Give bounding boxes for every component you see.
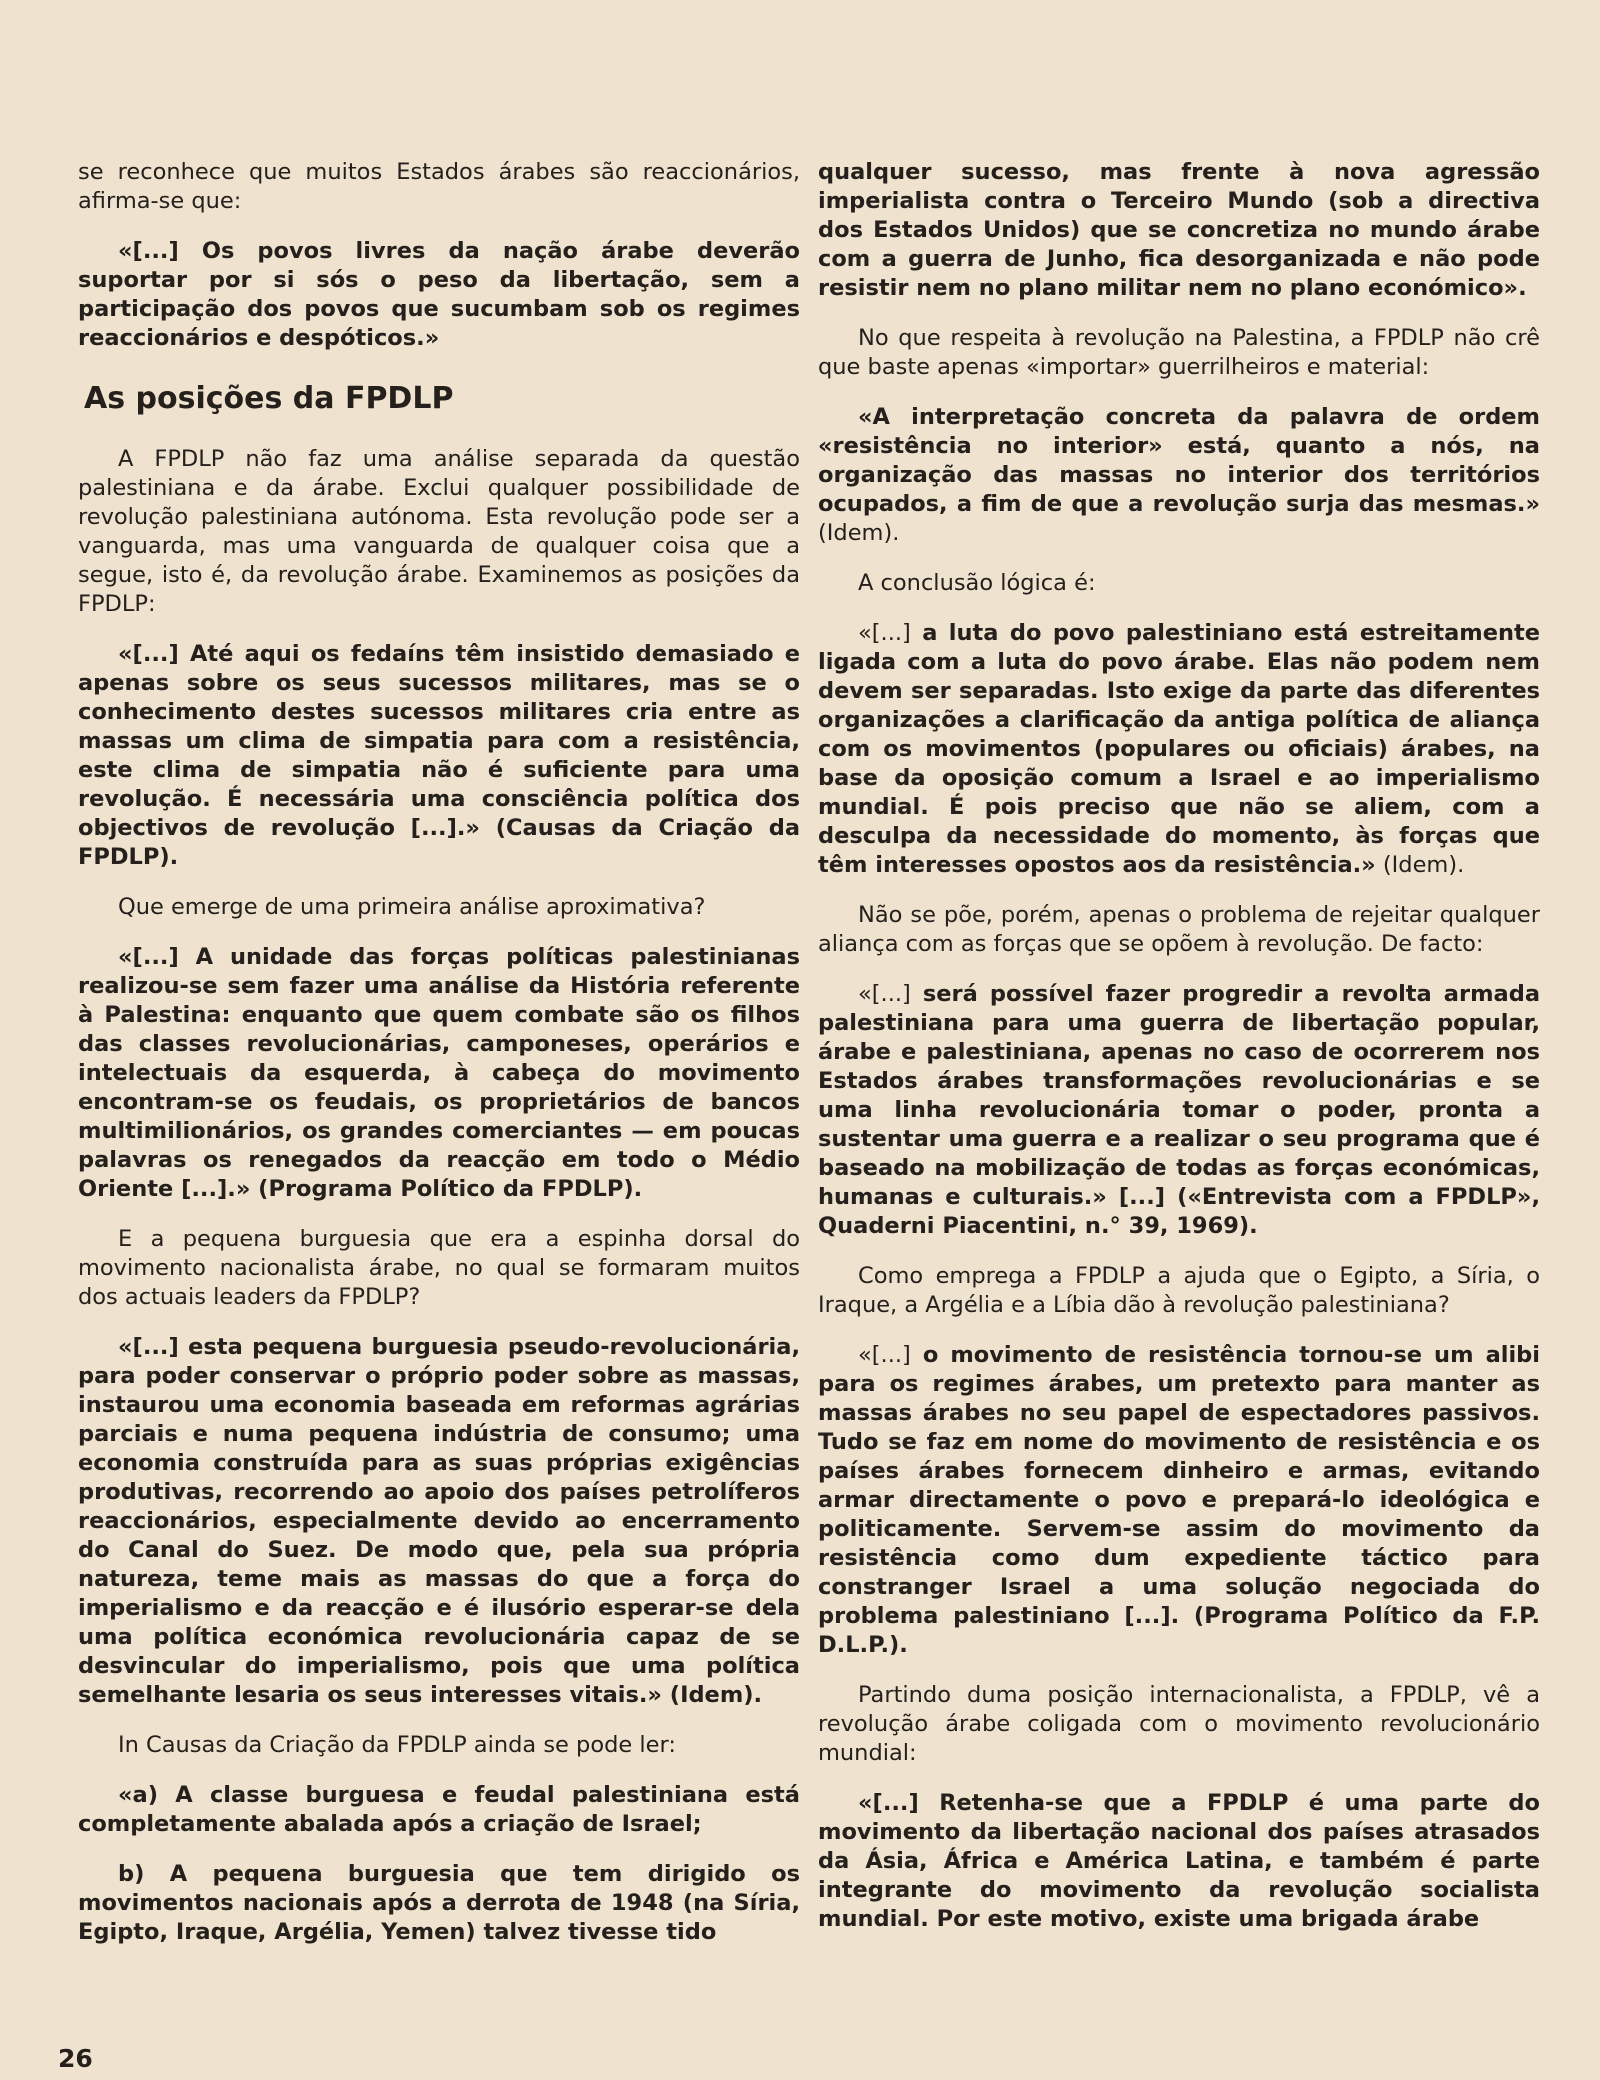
quote-paragraph xyxy=(818,403,1540,548)
quote-paragraph: b) A pequena burguesia que tem dirigido os movimentos nacionais após a derrota de 1948 (na Síria, Egipto, Iraque, Argélia, Yemen) talvez tivesse tido xyxy=(78,1861,800,1945)
quote-paragraph: «[...] esta pequena burguesia pseudo-revolucionária, para poder conservar o próprio poder sobre as massas, instaurou uma economia baseada em reformas agrárias parciais e numa pequena indústria de consumo; uma economia construída para as suas próprias exigências produtivas, recorrendo ao apoio dos países petrolíferos reaccionários, especialmente devido ao encerramento do Canal do Suez. De modo que, pela sua própria natureza, teme mais as massas do que a força do imperialismo e da reacção e é ilusório esperar-se dela uma política económica revolucionária capaz de se desvincular do imperialismo, pois que uma política semelhante lesaria os seus interesses vitais.» (Idem). xyxy=(78,1334,800,1708)
quote-paragraph xyxy=(818,1341,1540,1660)
paragraph: se reconhece que muitos Estados árabes são reaccionários, afirma-se que: xyxy=(78,159,800,214)
quote-text: «A interpretação concreta da palavra de ordem «resistência no interior» está, quanto a nós, na organização das massas no interior dos territórios ocupados, a fim de que a revolução surja das mesmas.» xyxy=(818,404,1540,517)
quote-paragraph: qualquer sucesso, mas frente à nova agressão imperialista contra o Terceiro Mundo (sob a directiva dos Estados Unidos) que se concretiza no mundo árabe com a guerra de Junho, fica desorganizada e não pode resistir nem no plano militar nem no plano económico». xyxy=(818,159,1540,301)
quote-paragraph: «a) A classe burguesa e feudal palestiniana está completamente abalada após a criação de Israel; xyxy=(78,1782,800,1837)
section-heading: As posições da FPDLP xyxy=(84,381,454,416)
quote-paragraph: «[...] Até aqui os fedaíns têm insistido demasiado e apenas sobre os seus sucessos militares, mas se o conhecimento destes sucessos militares cria entre as massas um clima de simpatia para com a resistência, este clima de simpatia não é suficiente para uma revolução. É necessária uma consciência política dos objectivos de revolução [...].» (Causas da Criação da FPDLP). xyxy=(78,641,800,870)
left-column xyxy=(78,158,800,1968)
quote-paragraph: «[...] Retenha-se que a FPDLP é uma parte do movimento da libertação nacional dos países atrasados da Ásia, África e América Latina, e também é parte integrante do movimento da revolução socialista mundial. Por este motivo, existe uma brigada árabe xyxy=(818,1790,1540,1932)
paragraph: A FPDLP não faz uma análise separada da questão palestiniana e da árabe. Exclui qualquer possibilidade de revolução palestiniana autónoma. Esta revolução pode ser a vanguarda, mas uma vanguarda de qualquer coisa que a segue, isto é, da revolução árabe. Examinemos as posições da FPDLP: xyxy=(78,446,800,617)
paragraph: E a pequena burguesia que era a espinha dorsal do movimento nacionalista árabe, no qual se formaram muitos dos actuais leaders da FPDLP? xyxy=(78,1226,800,1310)
quote-paragraph: «[...] Os povos livres da nação árabe deverão suportar por si sós o peso da libertação, sem a participação dos povos que sucumbam sob os regimes reaccionários e despóticos.» xyxy=(78,238,800,351)
citation: (Idem). xyxy=(818,520,900,546)
citation: (Idem). xyxy=(1375,852,1465,878)
quote-open: «[...] xyxy=(858,981,911,1007)
quote-paragraph: «[...] A unidade das forças políticas palestinianas realizou-se sem fazer uma análise da História referente à Palestina: enquanto que quem combate são os filhos das classes revolucionárias, camponeses, operários e intelectuais da esquerda, à cabeça do movimento encontram-se os feudais, os proprietários de bancos multimilionários, os grandes comerciantes — em poucas palavras os renegados da reacção em todo o Médio Oriente [...].» (Programa Político da FPDLP). xyxy=(78,944,800,1202)
quote-open: «[...] xyxy=(858,620,911,646)
quote-text: será possível fazer progredir a revolta armada palestiniana para uma guerra de libertação popular, árabe e palestiniana, apenas no caso de ocorrerem nos Estados árabes transformações revolucionárias e se uma linha revolucionária tomar o poder, pronta a sustentar uma guerra e a realizar o seu programa que é baseado na mobilização de todas as forças económicas, humanas e culturais.» [...] («Entrevista com a FPDLP», Quaderni Piacentini, n.° 39, 1969). xyxy=(818,981,1540,1239)
quote-paragraph xyxy=(818,980,1540,1241)
page-number: 26 xyxy=(58,2044,93,2073)
paragraph: No que respeita à revolução na Palestina, a FPDLP não crê que baste apenas «importar» guerrilheiros e material: xyxy=(818,325,1540,380)
quote-open: «[...] xyxy=(858,1342,911,1368)
right-column xyxy=(818,158,1540,1955)
paragraph: Como emprega a FPDLP a ajuda que o Egipto, a Síria, o Iraque, a Argélia e a Líbia dão à revolução palestiniana? xyxy=(818,1263,1540,1318)
paragraph: In Causas da Criação da FPDLP ainda se pode ler: xyxy=(118,1732,676,1758)
paragraph: Não se põe, porém, apenas o problema de rejeitar qualquer aliança com as forças que se opõem à revolução. De facto: xyxy=(818,902,1540,957)
quote-paragraph xyxy=(818,619,1540,880)
quote-text: a luta do povo palestiniano está estreitamente ligada com a luta do povo árabe. Elas não podem nem devem ser separadas. Isto exige da parte das diferentes organizações a clarificação da antiga política de aliança com os movimentos (populares ou oficiais) árabes, na base da oposição comum a Israel e ao imperialismo mundial. É pois preciso que não se aliem, com a desculpa da necessidade do momento, às forças que têm interesses opostos aos da resistência.» xyxy=(818,620,1540,878)
paragraph: A conclusão lógica é: xyxy=(858,570,1096,596)
paragraph: Partindo duma posição internacionalista, a FPDLP, vê a revolução árabe coligada com o movimento revolucionário mundial: xyxy=(818,1682,1540,1766)
quote-text: o movimento de resistência tornou-se um alibi para os regimes árabes, um pretexto para manter as massas árabes no seu papel de espectadores passivos. Tudo se faz em nome do movimento de resistência e os países árabes fornecem dinheiro e armas, evitando armar directamente o povo e prepará-lo ideológica e politicamente. Servem-se assim do movimento da resistência como dum expediente táctico para constranger Israel a uma solução negociada do problema palestiniano [...]. (Programa Político da F.P. D.L.P.). xyxy=(818,1342,1540,1658)
paragraph: Que emerge de uma primeira análise aproximativa? xyxy=(118,894,706,920)
